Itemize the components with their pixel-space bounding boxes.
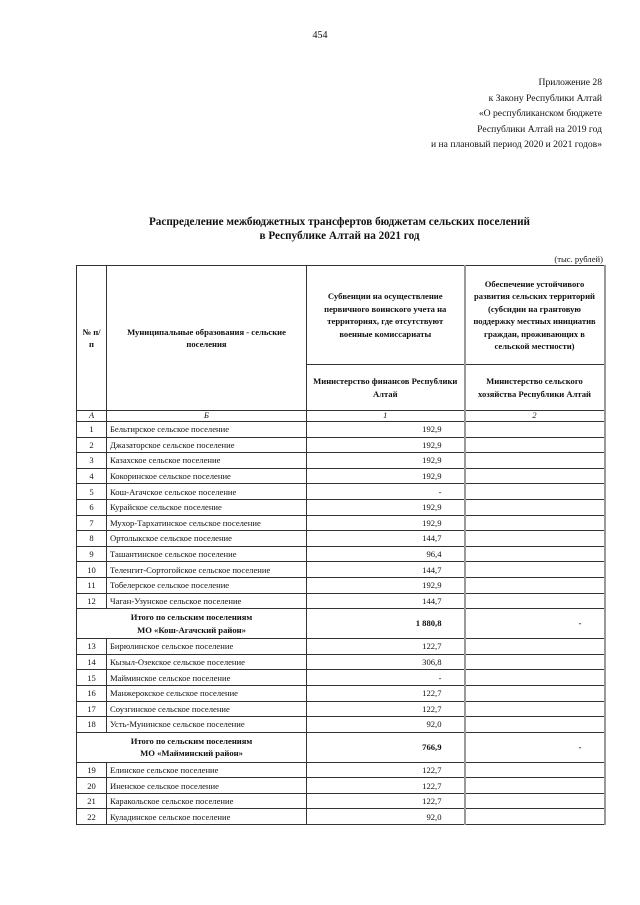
row-number: 9 (77, 546, 107, 562)
document-title (76, 215, 603, 243)
row-number: 18 (77, 717, 107, 733)
table-row (77, 577, 605, 593)
row-number: 22 (77, 809, 107, 825)
table-row (77, 531, 605, 547)
settlement-name: Куладинское сельское поселение (107, 809, 307, 825)
title-line-2: в Республике Алтай на 2021 год (259, 230, 420, 242)
subsidy-value (465, 531, 605, 547)
subvention-value: 92,0 (307, 809, 465, 825)
subvention-value: 122,7 (307, 793, 465, 809)
subsidy-value (465, 453, 605, 469)
appendix-reference (431, 75, 602, 153)
settlement-name: Джазаторское сельское поселение (107, 437, 307, 453)
table-row (77, 484, 605, 500)
header-col2-ministry: Министерство сельского хозяйства Республики Алтай (465, 365, 605, 411)
total-subvention-value: 766,9 (307, 732, 465, 762)
title-line-1: Распределение межбюджетных трансфертов бюджетам сельских поселений (148, 216, 531, 228)
total-row (77, 732, 605, 762)
table-row (77, 593, 605, 609)
total-subvention-value: 1 880,8 (307, 609, 465, 639)
settlement-name: Чаган-Узунское сельское поселение (107, 593, 307, 609)
transfers-table (76, 265, 606, 825)
units-label: (тыс. рублей) (554, 254, 603, 264)
row-number: 8 (77, 531, 107, 547)
table-row (77, 422, 605, 438)
row-number: 12 (77, 593, 107, 609)
subsidy-value (465, 762, 605, 778)
table-row (77, 670, 605, 686)
row-number: 16 (77, 685, 107, 701)
settlement-name: Соузгинское сельское поселение (107, 701, 307, 717)
row-number: 14 (77, 654, 107, 670)
table-row (77, 468, 605, 484)
subvention-value: 192,9 (307, 499, 465, 515)
subvention-value: 122,7 (307, 762, 465, 778)
header-row (77, 266, 605, 365)
table-row (77, 437, 605, 453)
column-index-row (77, 411, 605, 422)
table-row (77, 453, 605, 469)
table-row (77, 562, 605, 578)
subvention-value: 144,7 (307, 593, 465, 609)
appendix-line: Приложение 28 (538, 77, 602, 88)
settlement-name: Манжерокское сельское поселение (107, 685, 307, 701)
settlement-name: Ортолыкское сельское поселение (107, 531, 307, 547)
subvention-value: - (307, 670, 465, 686)
table-row (77, 639, 605, 655)
subvention-value: 122,7 (307, 701, 465, 717)
settlement-name: Усть-Мунинское сельское поселение (107, 717, 307, 733)
table-row (77, 793, 605, 809)
subsidy-value (465, 546, 605, 562)
table-row (77, 762, 605, 778)
subsidy-value (465, 701, 605, 717)
settlement-name: Теленгит-Сортогойское сельское поселение (107, 562, 307, 578)
index-2: 2 (465, 411, 605, 422)
settlement-name: Кокоринское сельское поселение (107, 468, 307, 484)
total-label-line-2: МО «Майминский район» (140, 748, 243, 759)
subvention-value: - (307, 484, 465, 500)
table-row (77, 499, 605, 515)
header-municipality: Муниципальные образования - сельские поселения (107, 266, 307, 411)
settlement-name: Тобелерское сельское поселение (107, 577, 307, 593)
index-b: Б (107, 411, 307, 422)
settlement-name: Каракольское сельское поселение (107, 793, 307, 809)
subsidy-value (465, 468, 605, 484)
index-1: 1 (307, 411, 465, 422)
subsidy-value (465, 778, 605, 794)
row-number: 21 (77, 793, 107, 809)
settlement-name: Ташантинское сельское поселение (107, 546, 307, 562)
settlement-name: Казахское сельское поселение (107, 453, 307, 469)
total-label (77, 732, 307, 762)
row-number: 7 (77, 515, 107, 531)
settlement-name: Иненское сельское поселение (107, 778, 307, 794)
subvention-value: 192,9 (307, 577, 465, 593)
row-number: 5 (77, 484, 107, 500)
total-row (77, 609, 605, 639)
settlement-name: Кош-Агачское сельское поселение (107, 484, 307, 500)
row-number: 11 (77, 577, 107, 593)
row-number: 19 (77, 762, 107, 778)
settlement-name: Бирюлинское сельское поселение (107, 639, 307, 655)
table-row (77, 809, 605, 825)
row-number: 1 (77, 422, 107, 438)
page-number: 454 (312, 30, 328, 41)
subsidy-value (465, 499, 605, 515)
appendix-line: к Закону Республики Алтай (488, 92, 602, 104)
row-number: 13 (77, 639, 107, 655)
settlement-name: Кызыл-Озекское сельское поселение (107, 654, 307, 670)
row-number: 17 (77, 701, 107, 717)
subsidy-value (465, 593, 605, 609)
subvention-value: 122,7 (307, 778, 465, 794)
appendix-line: «О республиканском бюджете (478, 108, 602, 120)
table-row (77, 654, 605, 670)
total-label-line-2: МО «Кош-Агачский район» (137, 624, 246, 635)
subvention-value: 306,8 (307, 654, 465, 670)
subsidy-value (465, 639, 605, 655)
row-number: 20 (77, 778, 107, 794)
settlement-name: Елинское сельское поселение (107, 762, 307, 778)
settlement-name: Мухор-Тархатинское сельское поселение (107, 515, 307, 531)
settlement-name: Курайское сельское поселение (107, 499, 307, 515)
appendix-line: и на плановый период 2020 и 2021 годов» (431, 139, 602, 151)
table-row (77, 778, 605, 794)
subsidy-value (465, 422, 605, 438)
subsidy-value (465, 809, 605, 825)
subsidy-value (465, 562, 605, 578)
subsidy-value (465, 577, 605, 593)
subsidy-value (465, 437, 605, 453)
subvention-value: 122,7 (307, 639, 465, 655)
subsidy-value (465, 654, 605, 670)
subvention-value: 192,9 (307, 437, 465, 453)
subvention-value: 144,7 (307, 562, 465, 578)
row-number: 6 (77, 499, 107, 515)
appendix-line: Республики Алтай на 2019 год (477, 123, 602, 135)
table-row (77, 701, 605, 717)
table-row (77, 685, 605, 701)
row-number: 3 (77, 453, 107, 469)
total-subsidy-value: - (465, 609, 605, 639)
subvention-value: 192,9 (307, 422, 465, 438)
table-row (77, 546, 605, 562)
row-number: 15 (77, 670, 107, 686)
total-label (77, 609, 307, 639)
row-number: 4 (77, 468, 107, 484)
index-a: А (77, 411, 107, 422)
subvention-value: 122,7 (307, 685, 465, 701)
header-col2-title: Обеспечение устойчивого развития сельских территорий (субсидии на грантовую поддержку местных инициатив граждан, проживающих в сельской местности) (465, 266, 605, 365)
header-col1-title: Субвенции на осуществление первичного воинского учета на территориях, где отсутствуют военные комиссариаты (307, 266, 465, 365)
subvention-value: 144,7 (307, 531, 465, 547)
subsidy-value (465, 717, 605, 733)
header-number: № п/п (77, 266, 107, 411)
subsidy-value (465, 515, 605, 531)
subvention-value: 92,0 (307, 717, 465, 733)
row-number: 10 (77, 562, 107, 578)
table-row (77, 717, 605, 733)
subvention-value: 192,9 (307, 468, 465, 484)
subvention-value: 192,9 (307, 515, 465, 531)
settlement-name: Бельтирское сельское поселение (107, 422, 307, 438)
total-subsidy-value: - (465, 732, 605, 762)
subsidy-value (465, 685, 605, 701)
total-label-line-1: Итого по сельским поселениям (130, 735, 253, 746)
subsidy-value (465, 793, 605, 809)
subvention-value: 192,9 (307, 453, 465, 469)
subvention-value: 96,4 (307, 546, 465, 562)
settlement-name: Майминское сельское поселение (107, 670, 307, 686)
row-number: 2 (77, 437, 107, 453)
total-label-line-1: Итого по сельским поселениям (130, 612, 253, 623)
subsidy-value (465, 670, 605, 686)
table-row (77, 515, 605, 531)
header-col1-ministry: Министерство финансов Республики Алтай (307, 365, 465, 411)
subsidy-value (465, 484, 605, 500)
